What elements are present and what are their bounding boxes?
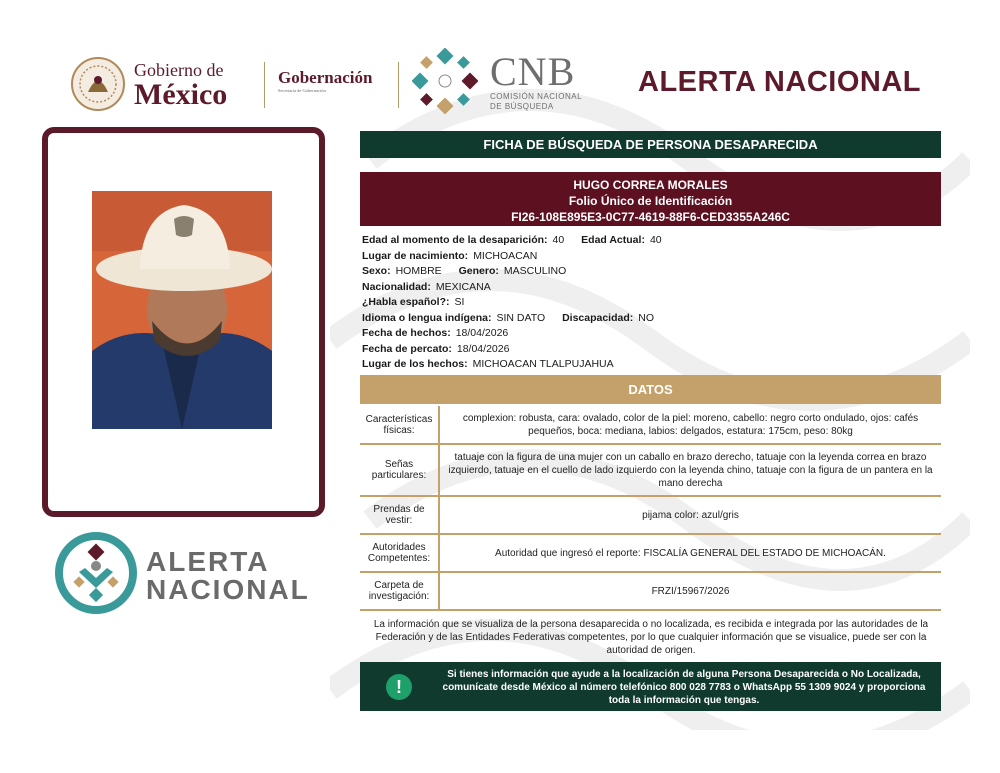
info-value: HOMBRE (395, 265, 442, 277)
row-label: Señas particulares: (360, 444, 439, 496)
gobierno-line2: México (134, 78, 228, 111)
info-label: Fecha de percato: (362, 342, 452, 355)
ficha-title-bar: FICHA DE BÚSQUEDA DE PERSONA DESAPARECIDA (360, 131, 941, 158)
row-value: pijama color: azul/gris (439, 496, 941, 534)
gobernacion-subtitle: Secretaría de Gobernación (278, 88, 326, 93)
cnb-sub2: DE BÚSQUEDA (490, 102, 554, 111)
info-value: 40 (649, 234, 662, 246)
row-value: complexion: robusta, cara: ovalado, color de la piel: moreno, cabello: negro corto ondulado, ojos: cafés pequeños, boca: mediana, labios: delgados, estatura: 175cm, peso: 80kg (439, 406, 941, 444)
info-row (362, 264, 942, 280)
info-row (362, 342, 942, 358)
datos-table (360, 406, 941, 611)
cnb-wordmark (490, 49, 583, 112)
divider (264, 62, 265, 108)
cnb-logo-icon (412, 48, 478, 114)
info-row (362, 280, 942, 296)
exclamation-icon: ! (386, 674, 412, 700)
row-value: FRZI/15967/2026 (439, 572, 941, 610)
info-row (362, 233, 942, 249)
person-name-bar (360, 172, 941, 226)
row-value: tatuaje con la figura de una mujer con un caballo en brazo derecho, tatuaje con la leyenda correa en brazo izquierdo, tatuaje en el cuello de lado izquierdo con la leyenda chino, tatuaje con la figura de un pantera en la mano derecha (439, 444, 941, 496)
info-value: MEXICANA (435, 280, 491, 293)
info-label: Lugar de los hechos: (362, 358, 468, 370)
folio-label: Folio Único de Identificación (568, 194, 733, 208)
info-value: MASCULINO (503, 265, 567, 277)
row-value: Autoridad que ingresó el reporte: FISCALÍA GENERAL DEL ESTADO DE MICHOACÁN. (439, 534, 941, 572)
cnb-title: CNB (490, 49, 576, 94)
footer-contact-text: Si tienes información que ayude a la localización de alguna Persona Desaparecida o No Localizada, comunícate desde México al número telefónico 800 028 7783 o WhatsApp 55 1309 9024 y proporciona toda la información que tengas. (442, 669, 926, 706)
info-value: NO (638, 311, 655, 324)
alerta-nacional-wordmark (146, 548, 310, 604)
mexico-seal-icon (70, 56, 126, 112)
info-row (362, 357, 942, 373)
table-row (360, 406, 941, 444)
person-photo-image (92, 191, 272, 429)
info-label: Nacionalidad: (362, 280, 431, 293)
info-row (362, 295, 942, 311)
info-value: MICHOACAN (473, 249, 538, 262)
cnb-sub1: COMISIÓN NACIONAL (490, 92, 583, 101)
row-label: Autoridades Competentes: (360, 534, 439, 572)
datos-title-bar: DATOS (360, 375, 941, 404)
info-label: Fecha de hechos: (362, 327, 451, 339)
table-row (360, 534, 941, 572)
info-label: Sexo: (362, 265, 391, 277)
row-label: Prendas de vestir: (360, 496, 439, 534)
info-row (362, 326, 942, 342)
photo-frame (42, 127, 325, 517)
alerta-line1: ALERTA (146, 546, 270, 577)
info-label: Edad al momento de la desaparición: (362, 234, 548, 246)
info-value: SIN DATO (496, 311, 546, 324)
info-value: 40 (552, 234, 565, 246)
info-label: ¿Habla español?: (362, 296, 450, 308)
person-name: HUGO CORREA MORALES (573, 178, 728, 192)
gobernacion-title: Gobernación (278, 68, 373, 87)
folio-value: FI26-108E895E3-0C77-4619-88F6-CED3355A246C (511, 210, 790, 224)
info-label: Edad Actual: (581, 234, 645, 246)
table-row (360, 496, 941, 534)
info-label: Lugar de nacimiento: (362, 249, 469, 262)
footer-contact-bar (360, 662, 941, 711)
info-label: Discapacidad: (562, 311, 634, 324)
info-label: Genero: (458, 265, 499, 277)
alerta-nacional-logo-icon (55, 532, 137, 614)
info-label: Idioma o lengua indígena: (362, 311, 492, 324)
info-row (362, 311, 942, 327)
info-value: 18/04/2026 (456, 342, 510, 355)
header (70, 48, 970, 118)
disclaimer-text: La información que se visualiza de la persona desaparecida o no localizada, es recibida e integrada por las autoridades de la Federación y de las Entidades Federativas competentes, por lo que cualquier información que se visualice, puede ser con la autoridad de origen. (373, 619, 929, 656)
info-value: MICHOACAN TLALPUJAHUA (472, 358, 614, 370)
table-row (360, 572, 941, 610)
info-value: 18/04/2026 (455, 327, 509, 339)
alerta-line2: NACIONAL (146, 574, 310, 605)
table-row (360, 444, 941, 496)
page-title: ALERTA NACIONAL (638, 66, 921, 98)
row-label: Características físicas: (360, 406, 439, 444)
info-value: SI (454, 296, 465, 308)
divider (398, 62, 399, 108)
row-label: Carpeta de investigación: (360, 572, 439, 610)
person-info (362, 233, 942, 373)
gobernacion-logo (278, 68, 372, 94)
gobierno-line1: Gobierno de (134, 60, 224, 80)
info-row (362, 249, 942, 265)
gobierno-de-mexico-logo (134, 60, 227, 110)
person-photo (92, 191, 272, 429)
